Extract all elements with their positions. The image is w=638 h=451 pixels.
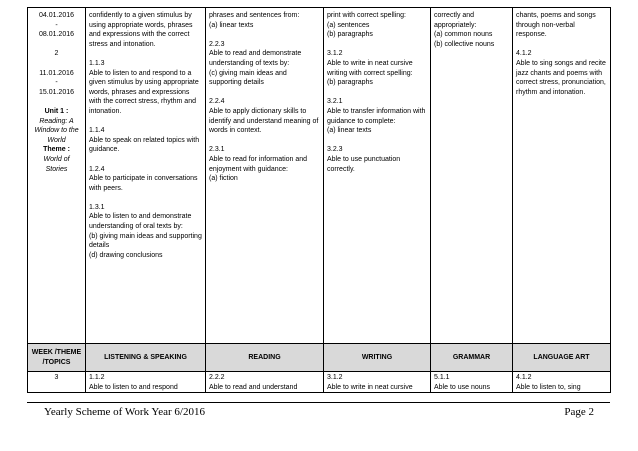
scheme-of-work-table xyxy=(27,7,611,393)
grammar-cell: 5.1.1 Able to use nouns xyxy=(431,372,513,393)
week-theme-cell xyxy=(28,8,86,344)
listening-speaking-cell: 1.1.2 Able to listen to and respond xyxy=(86,372,206,393)
week-dates: 04.01.2016 - 08.01.2016 2 11.01.2016 - 15.01.2016 xyxy=(38,12,75,96)
footer-page-number: Page 2 xyxy=(564,406,594,418)
table-row xyxy=(28,372,611,393)
theme-title-line: Stories xyxy=(45,165,68,173)
table-header-row xyxy=(28,344,611,372)
unit-title-line: World xyxy=(47,136,66,144)
footer-divider xyxy=(27,402,610,403)
grammar-cell: correctly and appropriately: (a) common nouns (b) collective nouns xyxy=(431,8,513,344)
theme-title-line: World of xyxy=(43,155,70,163)
header-week-theme: WEEK /THEME /TOPICS xyxy=(28,344,86,372)
language-art-cell: 4.1.2 Able to listen to, sing xyxy=(513,372,611,393)
header-reading: READING xyxy=(206,344,324,372)
theme-label: Theme : xyxy=(43,146,70,154)
week-number-cell: 3 xyxy=(28,372,86,393)
listening-speaking-cell: confidently to a given stimulus by using appropriate words, phrases and expressions with the correct stress and intonation. 1.1.3 Able to listen to and respond to a given stimulus by using appropriate words, phrases and expressions with the correct stress, rhythm and intonation. 1.1.4 Able to speak on related topics with guidance. 1.2.4 Able to participate in conversations with peers. 1.3.1 Able to listen to and demonstrate understanding of oral texts by: (b) giving main ideas and supporting details (d) drawing conclusions xyxy=(86,8,206,344)
unit-title-line: Reading: A xyxy=(39,117,74,125)
writing-cell: print with correct spelling: (a) sentences (b) paragraphs 3.1.2 Able to write in neat cursive writing with correct spelling: (b) paragraphs 3.2.1 Able to transfer information with guidance to complete: (a) linear texts 3.2.3 Able to use punctuation correctly. xyxy=(324,8,431,344)
header-writing: WRITING xyxy=(324,344,431,372)
language-art-cell: chants, poems and songs through non-verbal response. 4.1.2 Able to sing songs and recite jazz chants and poems with correct stress, pronunciation, rhythm and intonation. xyxy=(513,8,611,344)
writing-cell: 3.1.2 Able to write in neat cursive xyxy=(324,372,431,393)
header-listening-speaking: LISTENING & SPEAKING xyxy=(86,344,206,372)
header-language-art: LANGUAGE ART xyxy=(513,344,611,372)
unit-title-line: Window to the xyxy=(34,127,79,135)
unit-label: Unit 1 : xyxy=(44,107,69,115)
reading-cell: 2.2.2 Able to read and understand xyxy=(206,372,324,393)
header-grammar: GRAMMAR xyxy=(431,344,513,372)
footer-document-title: Yearly Scheme of Work Year 6/2016 xyxy=(44,406,205,418)
table-row xyxy=(28,8,611,344)
reading-cell: phrases and sentences from: (a) linear texts 2.2.3 Able to read and demonstrate understanding of texts by: (c) giving main ideas and supporting details 2.2.4 Able to apply dictionary skills to identify and understand meaning of words in context. 2.3.1 Able to read for information and enjoyment with guidance: (a) fiction xyxy=(206,8,324,344)
